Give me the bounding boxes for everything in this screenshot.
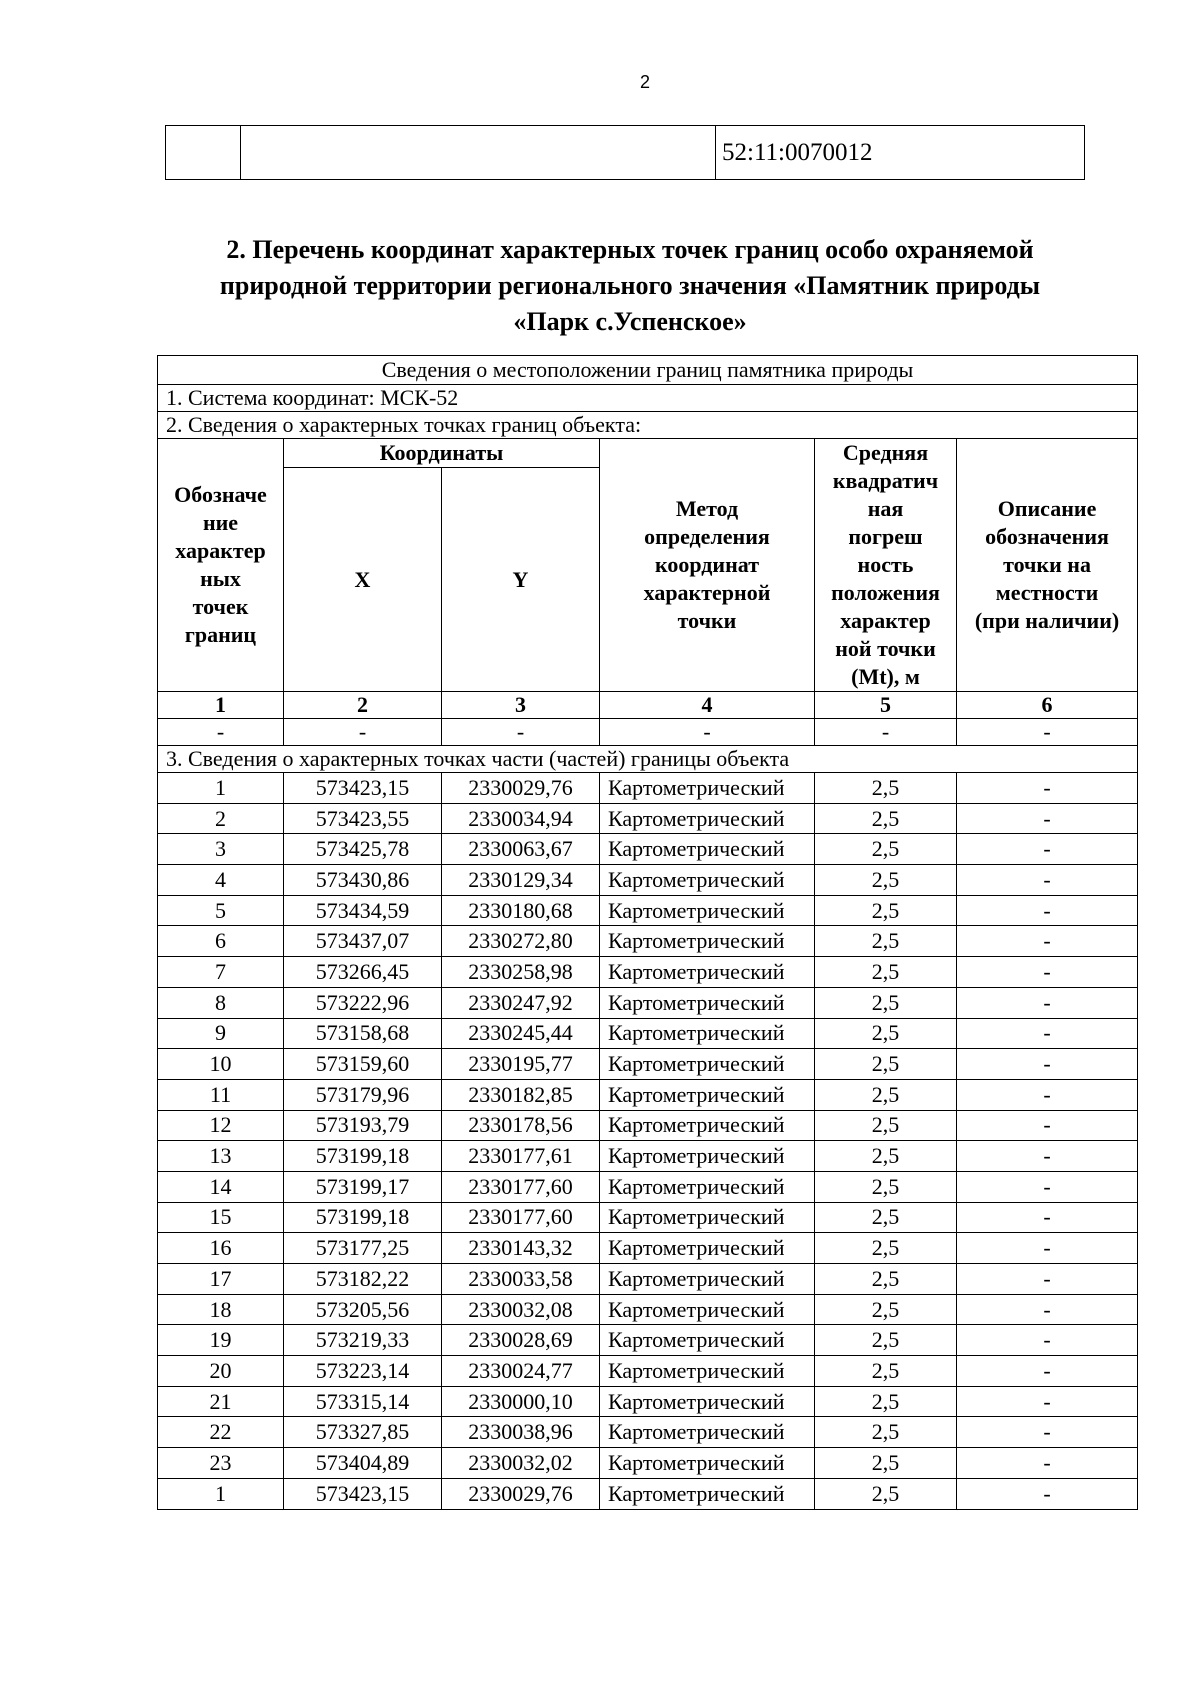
y-cell: 2330029,76 xyxy=(442,1478,600,1509)
point-id-cell: 20 xyxy=(158,1356,284,1387)
x-cell: 573199,17 xyxy=(284,1171,442,1202)
description-cell: - xyxy=(957,1448,1138,1479)
method-cell: Картометрический xyxy=(600,834,815,865)
description-cell: - xyxy=(957,1233,1138,1264)
method-cell: Картометрический xyxy=(600,926,815,957)
header-method xyxy=(600,439,815,692)
coord-system-row xyxy=(158,385,1138,412)
point-id-cell: 3 xyxy=(158,834,284,865)
method-cell: Картометрический xyxy=(600,1386,815,1417)
x-cell: 573423,55 xyxy=(284,803,442,834)
header-line: характер xyxy=(840,608,931,633)
y-cell: 2330180,68 xyxy=(442,895,600,926)
header-coordinates: Координаты xyxy=(284,439,600,468)
method-cell: Картометрический xyxy=(600,773,815,804)
method-cell: Картометрический xyxy=(600,1141,815,1172)
point-id-cell: 23 xyxy=(158,1448,284,1479)
coord-system: 1. Система координат: МСК-52 xyxy=(158,385,1138,412)
empty-cell: - xyxy=(158,719,284,746)
y-cell: 2330177,60 xyxy=(442,1171,600,1202)
error-cell: 2,5 xyxy=(815,1233,957,1264)
table-row xyxy=(158,1417,1138,1448)
method-cell: Картометрический xyxy=(600,1448,815,1479)
description-cell: - xyxy=(957,1018,1138,1049)
description-cell: - xyxy=(957,1417,1138,1448)
points-section-row xyxy=(158,412,1138,439)
description-cell: - xyxy=(957,1264,1138,1295)
table-row xyxy=(158,1448,1138,1479)
y-cell: 2330000,10 xyxy=(442,1386,600,1417)
description-cell: - xyxy=(957,1478,1138,1509)
cadastral-number: 52:11:0070012 xyxy=(716,126,1085,180)
x-cell: 573404,89 xyxy=(284,1448,442,1479)
parts-section-title: 3. Сведения о характерных точках части (частей) границы объекта xyxy=(158,746,1138,773)
y-cell: 2330028,69 xyxy=(442,1325,600,1356)
method-cell: Картометрический xyxy=(600,1110,815,1141)
error-cell: 2,5 xyxy=(815,895,957,926)
x-cell: 573199,18 xyxy=(284,1202,442,1233)
header-x: X xyxy=(284,468,442,692)
empty-cell: - xyxy=(957,719,1138,746)
method-cell: Картометрический xyxy=(600,1417,815,1448)
error-cell: 2,5 xyxy=(815,987,957,1018)
header-description xyxy=(957,439,1138,692)
description-cell: - xyxy=(957,1386,1138,1417)
header-line: обозначения xyxy=(985,524,1109,549)
header-line: ная xyxy=(867,496,904,521)
y-cell: 2330177,61 xyxy=(442,1141,600,1172)
error-cell: 2,5 xyxy=(815,1417,957,1448)
cadastral-cell-1 xyxy=(166,126,241,180)
error-cell: 2,5 xyxy=(815,1294,957,1325)
error-cell: 2,5 xyxy=(815,957,957,988)
method-cell: Картометрический xyxy=(600,1079,815,1110)
error-cell: 2,5 xyxy=(815,1049,957,1080)
x-cell: 573182,22 xyxy=(284,1264,442,1295)
method-cell: Картометрический xyxy=(600,1233,815,1264)
point-id-cell: 4 xyxy=(158,865,284,896)
description-cell: - xyxy=(957,865,1138,896)
description-cell: - xyxy=(957,1110,1138,1141)
method-cell: Картометрический xyxy=(600,1356,815,1387)
y-cell: 2330032,08 xyxy=(442,1294,600,1325)
point-id-cell: 17 xyxy=(158,1264,284,1295)
table-caption-row xyxy=(158,356,1138,385)
error-cell: 2,5 xyxy=(815,1264,957,1295)
point-id-cell: 15 xyxy=(158,1202,284,1233)
y-cell: 2330182,85 xyxy=(442,1079,600,1110)
header-line: Обозначе xyxy=(174,482,267,507)
y-cell: 2330258,98 xyxy=(442,957,600,988)
table-row xyxy=(158,865,1138,896)
y-cell: 2330272,80 xyxy=(442,926,600,957)
header-line: ной точки xyxy=(835,636,936,661)
x-cell: 573425,78 xyxy=(284,834,442,865)
method-cell: Картометрический xyxy=(600,1294,815,1325)
x-cell: 573437,07 xyxy=(284,926,442,957)
table-row xyxy=(158,1478,1138,1509)
description-cell: - xyxy=(957,987,1138,1018)
x-cell: 573327,85 xyxy=(284,1417,442,1448)
y-cell: 2330245,44 xyxy=(442,1018,600,1049)
point-id-cell: 22 xyxy=(158,1417,284,1448)
description-cell: - xyxy=(957,1294,1138,1325)
header-line: координат xyxy=(654,552,760,577)
error-cell: 2,5 xyxy=(815,1202,957,1233)
column-number: 4 xyxy=(600,692,815,719)
section-title-line: 2. Перечень координат характерных точек границ особо охраняемой xyxy=(226,235,1034,264)
point-id-cell: 1 xyxy=(158,1478,284,1509)
point-id-cell: 7 xyxy=(158,957,284,988)
table-row xyxy=(158,1325,1138,1356)
x-cell: 573266,45 xyxy=(284,957,442,988)
method-cell: Картометрический xyxy=(600,865,815,896)
description-cell: - xyxy=(957,1079,1138,1110)
cadastral-cell-2 xyxy=(241,126,716,180)
y-cell: 2330178,56 xyxy=(442,1110,600,1141)
header-line: характерной xyxy=(643,580,771,605)
error-cell: 2,5 xyxy=(815,926,957,957)
section-title xyxy=(155,232,1105,340)
table-row xyxy=(158,957,1138,988)
description-cell: - xyxy=(957,957,1138,988)
method-cell: Картометрический xyxy=(600,1018,815,1049)
method-cell: Картометрический xyxy=(600,895,815,926)
header-line: точки xyxy=(677,608,737,633)
description-cell: - xyxy=(957,895,1138,926)
point-id-cell: 11 xyxy=(158,1079,284,1110)
description-cell: - xyxy=(957,1049,1138,1080)
table-row xyxy=(158,1202,1138,1233)
y-cell: 2330038,96 xyxy=(442,1417,600,1448)
description-cell: - xyxy=(957,834,1138,865)
cadastral-row xyxy=(166,126,1085,180)
x-cell: 573430,86 xyxy=(284,865,442,896)
y-cell: 2330034,94 xyxy=(442,803,600,834)
section-title-line: «Парк с.Успенское» xyxy=(513,307,747,336)
description-cell: - xyxy=(957,1325,1138,1356)
x-cell: 573434,59 xyxy=(284,895,442,926)
table-row xyxy=(158,1294,1138,1325)
table-row xyxy=(158,987,1138,1018)
point-id-cell: 16 xyxy=(158,1233,284,1264)
table-caption: Сведения о местоположении границ памятника природы xyxy=(158,356,1138,385)
y-cell: 2330195,77 xyxy=(442,1049,600,1080)
column-number: 6 xyxy=(957,692,1138,719)
table-row xyxy=(158,926,1138,957)
empty-row xyxy=(158,719,1138,746)
method-cell: Картометрический xyxy=(600,957,815,988)
method-cell: Картометрический xyxy=(600,1202,815,1233)
data-rows xyxy=(158,773,1138,1510)
x-cell: 573223,14 xyxy=(284,1356,442,1387)
header-line: Метод xyxy=(675,496,739,521)
x-cell: 573423,15 xyxy=(284,773,442,804)
x-cell: 573222,96 xyxy=(284,987,442,1018)
page-number: 2 xyxy=(639,72,650,92)
point-id-cell: 9 xyxy=(158,1018,284,1049)
table-row xyxy=(158,1386,1138,1417)
table-row xyxy=(158,834,1138,865)
x-cell: 573193,79 xyxy=(284,1110,442,1141)
description-cell: - xyxy=(957,1356,1138,1387)
header-line: (Mt), м xyxy=(851,664,920,689)
header-line: ность xyxy=(857,552,914,577)
description-cell: - xyxy=(957,803,1138,834)
header-line: границ xyxy=(184,622,257,647)
header-line: ние xyxy=(202,510,239,535)
column-numbers-row xyxy=(158,692,1138,719)
header-row-1 xyxy=(158,439,1138,468)
cadastral-table xyxy=(165,125,1085,180)
empty-cell: - xyxy=(815,719,957,746)
error-cell: 2,5 xyxy=(815,1171,957,1202)
error-cell: 2,5 xyxy=(815,1018,957,1049)
empty-cell: - xyxy=(442,719,600,746)
header-line: квадратич xyxy=(832,468,939,493)
table-row xyxy=(158,1264,1138,1295)
error-cell: 2,5 xyxy=(815,803,957,834)
table-row xyxy=(158,1110,1138,1141)
table-row xyxy=(158,1049,1138,1080)
point-id-cell: 14 xyxy=(158,1171,284,1202)
y-cell: 2330247,92 xyxy=(442,987,600,1018)
point-id-cell: 6 xyxy=(158,926,284,957)
header-line: точек xyxy=(192,594,249,619)
header-y: Y xyxy=(442,468,600,692)
header-line: характер xyxy=(175,538,266,563)
point-id-cell: 5 xyxy=(158,895,284,926)
table-row xyxy=(158,1018,1138,1049)
header-line: погреш xyxy=(848,524,923,549)
method-cell: Картометрический xyxy=(600,1049,815,1080)
point-id-cell: 1 xyxy=(158,773,284,804)
table-row xyxy=(158,1141,1138,1172)
empty-cell: - xyxy=(600,719,815,746)
header-error xyxy=(815,439,957,692)
method-cell: Картометрический xyxy=(600,803,815,834)
description-cell: - xyxy=(957,1171,1138,1202)
method-cell: Картометрический xyxy=(600,1478,815,1509)
x-cell: 573179,96 xyxy=(284,1079,442,1110)
table-row xyxy=(158,1356,1138,1387)
table-row xyxy=(158,1233,1138,1264)
method-cell: Картометрический xyxy=(600,1325,815,1356)
error-cell: 2,5 xyxy=(815,1478,957,1509)
point-id-cell: 13 xyxy=(158,1141,284,1172)
description-cell: - xyxy=(957,1141,1138,1172)
method-cell: Картометрический xyxy=(600,987,815,1018)
y-cell: 2330024,77 xyxy=(442,1356,600,1387)
y-cell: 2330143,32 xyxy=(442,1233,600,1264)
y-cell: 2330063,67 xyxy=(442,834,600,865)
error-cell: 2,5 xyxy=(815,1141,957,1172)
header-line: точки на xyxy=(1003,552,1091,577)
error-cell: 2,5 xyxy=(815,1386,957,1417)
error-cell: 2,5 xyxy=(815,1448,957,1479)
x-cell: 573199,18 xyxy=(284,1141,442,1172)
y-cell: 2330177,60 xyxy=(442,1202,600,1233)
method-cell: Картометрический xyxy=(600,1171,815,1202)
column-number: 3 xyxy=(442,692,600,719)
error-cell: 2,5 xyxy=(815,1356,957,1387)
column-number: 1 xyxy=(158,692,284,719)
column-number: 5 xyxy=(815,692,957,719)
error-cell: 2,5 xyxy=(815,1110,957,1141)
table-row xyxy=(158,773,1138,804)
boundary-coordinates-table xyxy=(157,355,1138,1510)
header-line: Описание xyxy=(997,496,1097,521)
header-line: местности xyxy=(995,580,1099,605)
point-id-cell: 19 xyxy=(158,1325,284,1356)
header-line: Средняя xyxy=(842,440,929,465)
empty-cell: - xyxy=(284,719,442,746)
point-id-cell: 18 xyxy=(158,1294,284,1325)
x-cell: 573315,14 xyxy=(284,1386,442,1417)
column-number: 2 xyxy=(284,692,442,719)
table-row xyxy=(158,1171,1138,1202)
x-cell: 573219,33 xyxy=(284,1325,442,1356)
parts-section-row xyxy=(158,746,1138,773)
x-cell: 573158,68 xyxy=(284,1018,442,1049)
point-id-cell: 8 xyxy=(158,987,284,1018)
error-cell: 2,5 xyxy=(815,834,957,865)
header-designation xyxy=(158,439,284,692)
x-cell: 573159,60 xyxy=(284,1049,442,1080)
header-line: ных xyxy=(200,566,241,591)
y-cell: 2330029,76 xyxy=(442,773,600,804)
table-row xyxy=(158,803,1138,834)
error-cell: 2,5 xyxy=(815,1325,957,1356)
table-row xyxy=(158,895,1138,926)
header-line: определения xyxy=(644,524,770,549)
point-id-cell: 21 xyxy=(158,1386,284,1417)
y-cell: 2330033,58 xyxy=(442,1264,600,1295)
error-cell: 2,5 xyxy=(815,865,957,896)
error-cell: 2,5 xyxy=(815,1079,957,1110)
point-id-cell: 12 xyxy=(158,1110,284,1141)
y-cell: 2330129,34 xyxy=(442,865,600,896)
x-cell: 573423,15 xyxy=(284,1478,442,1509)
points-section-title: 2. Сведения о характерных точках границ объекта: xyxy=(158,412,1138,439)
error-cell: 2,5 xyxy=(815,773,957,804)
point-id-cell: 10 xyxy=(158,1049,284,1080)
table-row xyxy=(158,1079,1138,1110)
description-cell: - xyxy=(957,1202,1138,1233)
method-cell: Картометрический xyxy=(600,1264,815,1295)
header-line: (при наличии) xyxy=(974,608,1120,633)
description-cell: - xyxy=(957,773,1138,804)
point-id-cell: 2 xyxy=(158,803,284,834)
x-cell: 573177,25 xyxy=(284,1233,442,1264)
y-cell: 2330032,02 xyxy=(442,1448,600,1479)
description-cell: - xyxy=(957,926,1138,957)
header-line: положения xyxy=(831,580,940,605)
section-title-line: природной территории регионального значения «Памятник природы xyxy=(219,271,1041,300)
x-cell: 573205,56 xyxy=(284,1294,442,1325)
